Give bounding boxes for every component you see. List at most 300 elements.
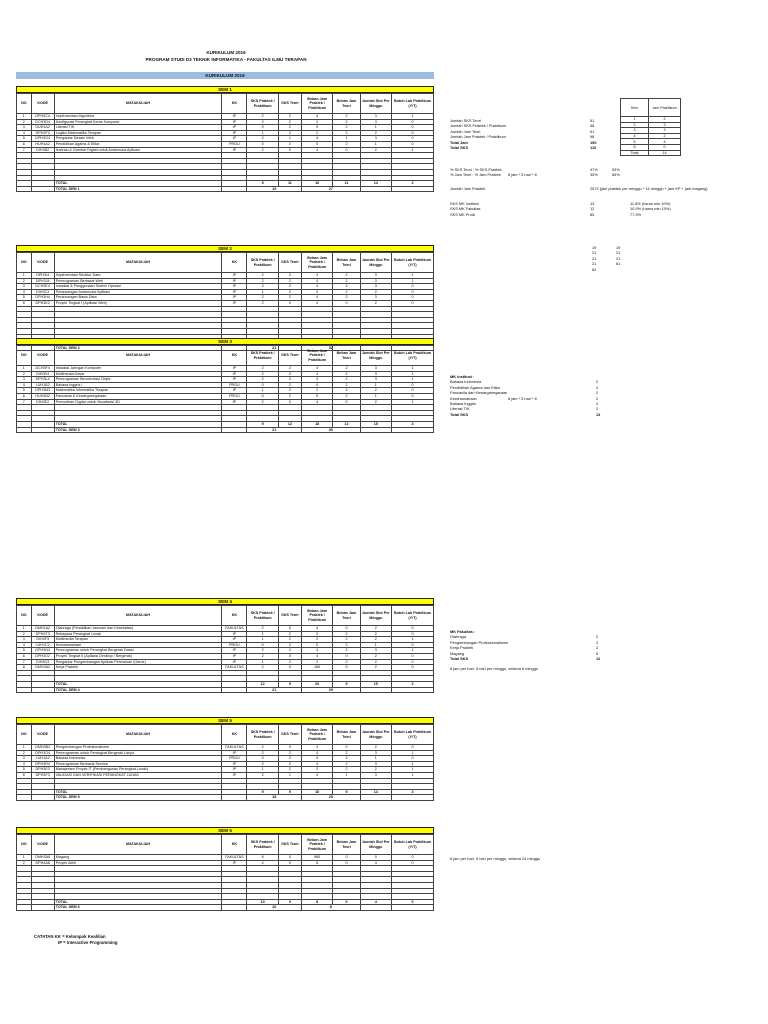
table-cell: 2 [247,136,278,142]
table-cell: DPH3J4 [31,278,54,284]
table-cell: DPH3O4 [31,750,54,756]
total-cell: 15 [360,421,391,427]
table-cell: DPH3H4 [31,295,54,301]
table-cell: DPH3R4 [31,761,54,767]
column-header: KK [222,835,247,855]
table-cell: 6 [17,653,32,659]
table-cell: Implementasi Algoritma [54,114,222,120]
table-cell: 2 [247,648,278,654]
table-cell: 2 [360,626,391,632]
column-header: Jumlah Slot Per Minggu [360,835,391,855]
table-cell: 2 [333,642,360,648]
table-cell: 3 [17,125,32,131]
table-cell: 2 [360,130,391,136]
table-cell: 0 [278,147,301,153]
table-cell: 2 [333,284,360,290]
mk-sks-list: SKS MK Institusi 13 11.8% (harus min 10%) SKS MK Fakultas 12 10.9% (harus min 10%) SKS MK Prodi 85 77.3% [450,201,671,217]
table-cell: 4 [301,399,332,405]
percentage-list [450,167,620,178]
table-cell: 3 [360,114,391,120]
table-cell: 0 [333,626,360,632]
column-header: MATAKULIAH [54,606,222,626]
mk-institusi-title: MK Institusi : [450,374,475,379]
table-cell: IP [222,860,247,866]
table-cell: 0 [333,665,360,671]
summary-label: Jumlah Jam Praktek / Praktikum [450,134,506,140]
table-cell: 0 [360,855,391,861]
semester-table [16,252,434,351]
semester-table [16,834,434,911]
table-cell: 2 [247,114,278,120]
table-cell: 2 [247,300,278,306]
table-cell: 2 [360,767,391,773]
jam-praktikum-table [620,98,681,156]
table-cell: 4 [301,278,332,284]
table-cell: 5 [17,388,32,394]
table-cell: 2 [278,642,301,648]
column-header: KK [222,606,247,626]
table-cell: 1 [360,141,391,147]
table-cell: 2 [278,119,301,125]
table-cell: IP [222,377,247,383]
table-cell: 1 [247,767,278,773]
table-cell: 6 [17,393,32,399]
table-cell: 3 [360,284,391,290]
table-cell: DMH3A2 [31,665,54,671]
table-cell: 2 [278,659,301,665]
column-header: KODE [31,94,54,114]
table-cell: DIH3B2 [31,147,54,153]
pct-value: 65% [612,172,620,178]
total-cell: 14 [360,181,391,187]
table-cell: IP [222,767,247,773]
table-cell: DIH3F3 [31,637,54,643]
table-cell: 0 [392,659,434,665]
table-cell: 960 [301,855,332,861]
table-cell: IP [222,750,247,756]
table-cell: Ilustrasi & Gambar Digital untuk Antarmuka Aplikasi [54,147,222,153]
column-header: Butuh Lab Praktikum (Y/T) [392,94,434,114]
table-cell: DIH3G3 [31,659,54,665]
table-cell: 2 [247,278,278,284]
table-cell: 4 [17,382,32,388]
total-sem-jam: 27 [301,186,360,192]
total-cell: 15 [360,681,391,687]
table-cell: Perancangan Antarmuka Aplikasi [54,289,222,295]
table-cell: 1 [392,114,434,120]
table-cell: 0 [278,665,301,671]
table-cell: 2 [278,767,301,773]
total-cell: 9 [247,181,278,187]
table-cell: 2 [333,377,360,383]
table-cell: 2 [247,761,278,767]
table-cell: 2 [333,295,360,301]
table-cell: 8 [17,665,32,671]
table-cell: DPH3F3 [31,130,54,136]
table-cell: 1 [392,273,434,279]
table-cell: DPH3C4 [31,114,54,120]
table-cell: 0 [278,300,301,306]
table-cell: 2 [278,377,301,383]
table-cell: IP [222,295,247,301]
table-cell: IP [222,136,247,142]
table-cell: 2 [333,125,360,131]
table-cell: Instalasi & Penggunaan Sistem Operasi [54,284,222,290]
table-cell: 1 [278,772,301,778]
table-cell: 1 [360,642,391,648]
column-header: MATAKULIAH [54,725,222,745]
column-header: SKS Praktek / Praktikum [247,253,278,273]
table-cell: Magang [54,855,222,861]
table-cell: 2 [278,141,301,147]
pct-value: 53% [612,167,620,172]
table-cell: 2 [278,366,301,372]
table-cell: 1 [392,278,434,284]
column-header: Butuh Lab Praktikum (Y/T) [392,606,434,626]
table-cell: 2 [333,119,360,125]
table-cell: DPH3T3 [31,631,54,637]
total-cell: 20 [301,681,332,687]
total-sem-label: TOTAL SEM 6 [54,905,222,911]
table-cell: 2 [333,273,360,279]
summary-label: Jumlah SKS Teori [450,118,481,123]
table-cell: 2 [247,745,278,751]
semester-block [16,245,434,351]
doc-title: KURIKULUM 2016 [206,50,246,55]
jam-praktek-label: Jumlah Jam Praktek [450,186,486,191]
table-cell: Manajemen Proyek IT (Pembangunan Perangkat Lunak) [54,767,222,773]
table-cell: Pemrograman untuk Perangkat Bergerak Lanjut [54,750,222,756]
total-sem-sks: 10 [247,905,301,911]
column-header: NO [17,253,32,273]
table-cell: Proyek Tingkat I (Aplikasi Web) [54,300,222,306]
table-cell: 1 [392,767,434,773]
column-header: Beban Jam Teori [333,253,360,273]
table-cell: 3 [360,278,391,284]
table-cell: 4 [301,284,332,290]
total-cell: 9 [247,421,278,427]
total-sem-sks: 19 [247,186,301,192]
table-cell: Literasi TIK [54,125,222,131]
column-header: SKS Praktek / Praktikum [247,346,278,366]
table-cell: Kewirausahaan [54,642,222,648]
mk-institusi-list: MK Institusi : Bahasa Indonesia 2 Pendidikan Agama dan Etika 2 Pancasila dan Kewarganegaraan 2 Kewirausahaan 8 jam * 5 hari * 6 2 Bahasa Inggris 2 Literasi TIK 2 Total SKS 13 [450,374,601,417]
table-cell: IP [222,761,247,767]
column-header: SKS Teori [278,94,301,114]
footnote-ip: IP = Interactive Programming [58,940,118,945]
table-cell: DIH3C3 [31,289,54,295]
semester-title: SEM 4 [16,598,434,605]
column-header: Butuh Lab Praktikum (Y/T) [392,725,434,745]
table-cell: 0 [392,125,434,131]
table-cell: 2 [278,382,301,388]
summary-value: 51 [590,128,595,134]
table-cell: DMH1A2 [31,626,54,632]
kurikulum-bar: KURIKULUM 2016 [16,72,434,79]
table-cell: 2 [278,295,301,301]
table-cell: PRGU [222,393,247,399]
total-cell: 0 [392,899,434,905]
semester-block [16,827,434,911]
table-cell: 6 [17,300,32,306]
table-cell: 2 [333,393,360,399]
table-cell: 0 [392,642,434,648]
table-cell: HUH1A2 [31,141,54,147]
table-cell: IP [222,371,247,377]
table-cell: PRGU [222,756,247,762]
table-cell: 6 [17,772,32,778]
total-cell: 9 [278,789,301,795]
table-cell: 3 [360,772,391,778]
table-cell: Pemrograman untuk Perangkat Bergerak Dasar [54,648,222,654]
table-cell: 2 [247,377,278,383]
table-cell: 2 [333,631,360,637]
total-label: TOTAL [54,899,222,905]
table-cell: 2 [17,278,32,284]
table-cell: Pengembangan Profesionalisme [54,745,222,751]
summary-value: 58 [590,123,595,129]
table-cell: DIH3D4 [31,371,54,377]
table-cell: 2 [360,637,391,643]
column-header: Jumlah Slot Per Minggu [360,94,391,114]
table-cell: LUH1A2 [31,756,54,762]
column-header: Beban Jam Praktek / Praktikum [301,606,332,626]
table-cell: 2 [278,130,301,136]
table-cell: 2 [247,295,278,301]
total-cell: 4 [392,421,434,427]
table-cell: 2 [360,399,391,405]
table-cell: 3 [17,284,32,290]
doc-subtitle: PROGRAM STUDI D3 TEKNIK INFORMATIKA - FAKULTAS ILMU TERAPAN [145,57,307,62]
column-header: SKS Praktek / Praktikum [247,606,278,626]
table-cell: 1 [360,125,391,131]
table-cell: 2 [278,284,301,290]
summary-value: 98 [590,134,595,140]
table-cell: 5 [17,295,32,301]
table-cell: 2 [17,371,32,377]
table-cell: 1 [17,114,32,120]
mini-row: 3 3 [621,128,681,134]
table-cell: Bahasa Indonesia [54,756,222,762]
table-cell: 7 [17,399,32,405]
table-cell: 2 [360,665,391,671]
table-cell: IP [222,278,247,284]
total-cell: 2 [392,181,434,187]
table-cell: Proyek Akhir [54,860,222,866]
table-cell: 3 [17,377,32,383]
table-cell: Pemrograman Berbasis Web [54,278,222,284]
table-cell: 0 [301,141,332,147]
semester-block [16,717,434,801]
column-header: Butuh Lab Praktikum (Y/T) [392,835,434,855]
table-cell: 4 [301,626,332,632]
table-cell: 2 [333,371,360,377]
table-cell: 0 [392,855,434,861]
table-cell: 4 [247,860,278,866]
table-cell: 4 [360,860,391,866]
total-sem-label: TOTAL SEM 5 [54,795,222,801]
table-cell: 1 [247,637,278,643]
column-header: Jumlah Slot Per Minggu [360,346,391,366]
table-cell: 1 [360,382,391,388]
table-cell: HUH1B2 [31,393,54,399]
table-cell: 0 [392,300,434,306]
table-cell: DPH3G4 [31,136,54,142]
table-cell: 6 [17,141,32,147]
table-cell: 2 [333,130,360,136]
total-label: TOTAL [54,789,222,795]
table-cell: 5 [17,767,32,773]
total-label: TOTAL [54,421,222,427]
semester-table [16,345,434,433]
table-cell: 3 [17,756,32,762]
column-header: SKS Teori [278,253,301,273]
table-cell: 3 [17,637,32,643]
table-cell: IP [222,273,247,279]
table-cell: 8 [301,860,332,866]
table-cell: 2 [333,648,360,654]
total-sem-sks: 21 [247,687,301,693]
table-cell: 3 [360,648,391,654]
mk-institusi-note: 8 jam * 5 hari * 6 [508,395,537,401]
table-cell: Konfigurasi Perangkat Keras Komputer [54,119,222,125]
mini-row: 6 0 [621,144,681,150]
total-sem-label: TOTAL SEM 4 [54,687,222,693]
table-cell: 4 [301,653,332,659]
table-cell: 4 [301,772,332,778]
table-cell: 2 [301,119,332,125]
table-cell: 0 [278,745,301,751]
table-cell: 2 [247,119,278,125]
table-cell: 2 [247,284,278,290]
table-cell: Logika Matematika Terapan [54,130,222,136]
table-cell: 4 [301,114,332,120]
table-cell: 2 [17,860,32,866]
column-header: KODE [31,346,54,366]
table-cell: 0 [247,756,278,762]
table-cell: 2 [278,637,301,643]
table-cell: 0 [333,399,360,405]
table-cell: 1 [392,772,434,778]
table-cell: DPH3K2 [31,300,54,306]
table-cell: IP [222,114,247,120]
table-cell: 2 [278,388,301,394]
table-cell: 2 [333,289,360,295]
table-cell: 0 [392,284,434,290]
table-cell: 2 [247,653,278,659]
table-cell: 2 [278,750,301,756]
table-cell: 2 [278,289,301,295]
table-cell: FAKULTAS [222,626,247,632]
table-cell: 1 [17,626,32,632]
column-header: Butuh Lab Praktikum (Y/T) [392,253,434,273]
table-cell: 1 [360,393,391,399]
table-cell: 5 [17,136,32,142]
table-cell: 2 [278,761,301,767]
table-cell: FAKULTAS [222,855,247,861]
column-header: KODE [31,253,54,273]
table-cell: 0 [301,642,332,648]
table-cell: 2 [360,388,391,394]
footnote-kk: CATATAN KK = Kelompok Keahlian [34,934,106,939]
total-sem-row [17,186,434,192]
column-header: Beban Jam Teori [333,725,360,745]
table-cell: PRGU [222,642,247,648]
table-cell: 1 [247,130,278,136]
table-cell: Pemrograman Berorientasi Objek [54,377,222,383]
total-cell: 0 [278,899,301,905]
sem6-note: 8 jam per hari, 5 hari per minggu, selama 24 minggu [450,856,541,861]
total-cell: 14 [360,789,391,795]
column-header: Beban Jam Teori [333,606,360,626]
column-header: Beban Jam Teori [333,346,360,366]
total-cell: 12 [333,421,360,427]
table-cell: 0 [392,745,434,751]
table-cell: 0 [392,388,434,394]
column-header: Jumlah Slot Per Minggu [360,606,391,626]
table-cell: Multimedia Terapan [54,637,222,643]
table-cell: DPH4A6 [31,860,54,866]
total-cell: 0 [333,899,360,905]
table-cell: 0 [392,631,434,637]
table-cell: 4 [301,371,332,377]
table-cell: 1 [247,289,278,295]
table-cell: 3 [360,273,391,279]
total-sem-row [17,427,434,433]
table-cell: 4 [17,130,32,136]
column-header: KK [222,346,247,366]
table-cell: 3 [360,366,391,372]
table-cell: 1 [392,399,434,405]
table-cell: 1 [247,388,278,394]
column-header: Beban Jam Praktek / Praktikum [301,835,332,855]
table-cell: 0 [333,653,360,659]
column-header: NO [17,346,32,366]
table-cell: 1 [278,136,301,142]
total-cell: 8 [301,899,332,905]
table-cell: PRGU [222,141,247,147]
table-cell: 4 [17,642,32,648]
table-cell: 0 [392,626,434,632]
table-cell: 4 [301,745,332,751]
total-sem-jam: 8 [301,905,360,911]
table-cell: 2 [247,399,278,405]
column-header: SKS Teori [278,606,301,626]
table-cell: IP [222,284,247,290]
table-cell: 2 [360,289,391,295]
total-sem-row [17,905,434,911]
table-cell: 3 [360,377,391,383]
column-header: NO [17,725,32,745]
semester-title: SEM 3 [16,338,434,345]
total-sem-row [17,687,434,693]
semester-title: SEM 5 [16,717,434,724]
table-cell: 4 [301,136,332,142]
mk-fakultas-list: MK Fakultas : Olahraga 2 Pengembangan Professionalisme 2 Kerja Praktek 2 Magang 6 Total SKS 12 8 jam per hari, 5 hari per minggu, selama 6 minggu [450,629,601,672]
table-cell: 1 [392,761,434,767]
table-cell: DMH3A6 [31,855,54,861]
pct-label: % SKS Teori : % SKS Praktek [450,167,502,172]
table-cell: 2 [360,147,391,153]
mini-header: Sem [621,99,649,117]
column-header: Butuh Lab Praktikum (Y/T) [392,346,434,366]
table-cell: 2 [360,659,391,665]
table-cell: 1 [392,648,434,654]
table-cell: IP [222,125,247,131]
column-header: SKS Praktek / Praktikum [247,835,278,855]
table-cell: 3 [360,371,391,377]
table-cell: 160 [301,665,332,671]
